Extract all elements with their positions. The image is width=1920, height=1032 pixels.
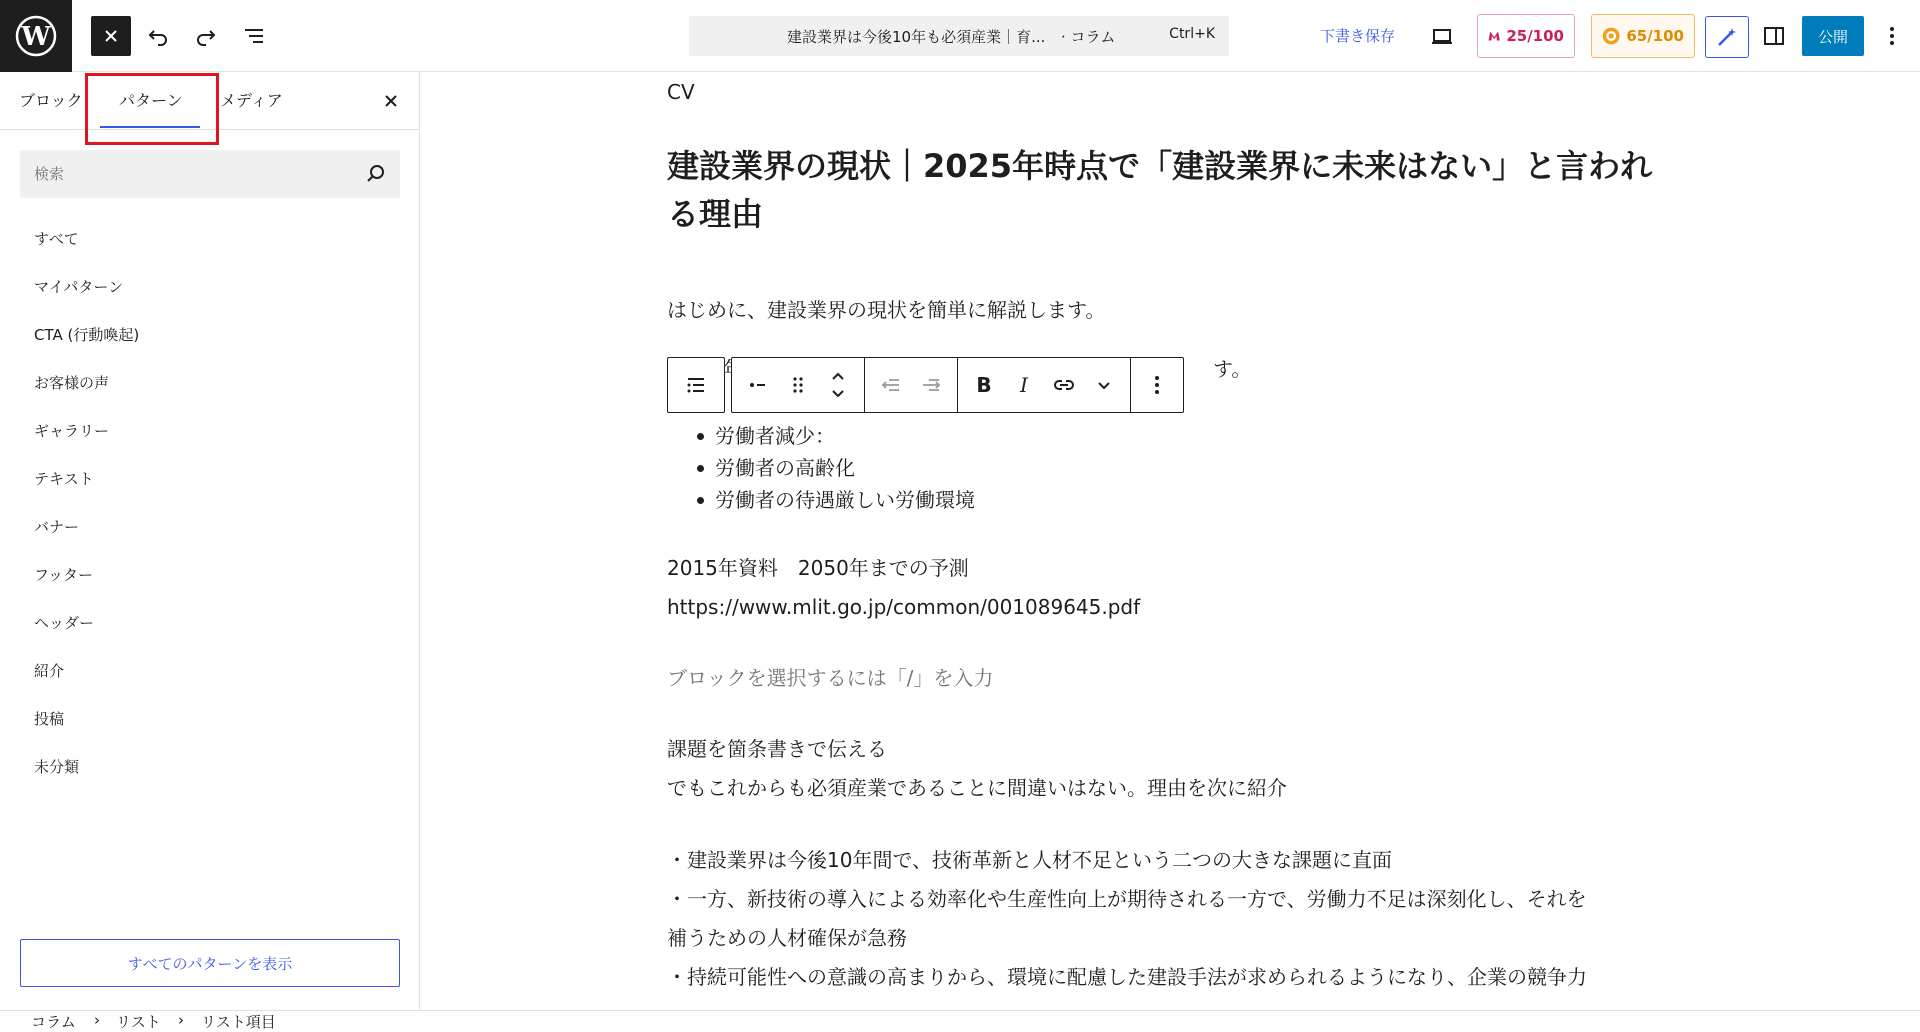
command-shortcut: Ctrl+K <box>1169 26 1215 42</box>
document-title: 建設業界は今後10年も必須産業｜育... <box>787 28 1046 46</box>
issue-lead-paragraph[interactable]: でもこれからも必須産業であることに間違いはない。理由を次に紹介 <box>667 776 1287 800</box>
select-parent-list-icon[interactable] <box>667 357 725 413</box>
breadcrumb-separator: › <box>94 1011 100 1029</box>
breadcrumb-column[interactable]: コラム <box>31 1013 76 1031</box>
category-footer[interactable]: フッター <box>34 565 93 584</box>
drag-handle-icon[interactable] <box>778 363 818 407</box>
bold-icon[interactable]: B <box>976 373 992 397</box>
publish-button[interactable]: 公開 <box>1802 16 1864 56</box>
category-gallery[interactable]: ギャラリー <box>34 421 110 440</box>
seo-score-value: 25/100 <box>1506 27 1564 45</box>
tab-blocks[interactable]: ブロック <box>19 91 83 110</box>
block-toolbar-main <box>731 357 1184 413</box>
intro-paragraph[interactable]: はじめに、建設業界の現状を簡単に解説します。 <box>667 298 1106 322</box>
source-label[interactable]: 2015年資料 2050年までの予測 <box>667 556 969 580</box>
category-banner[interactable]: バナー <box>34 517 80 536</box>
category-my-patterns[interactable]: マイパターン <box>34 277 124 296</box>
indent-group <box>865 358 958 412</box>
breadcrumb-list[interactable]: リスト <box>116 1013 161 1031</box>
seo-plugin-icon <box>1488 26 1500 46</box>
outdent-icon[interactable] <box>871 363 911 407</box>
seo-score-badge[interactable] <box>1477 14 1575 58</box>
italic-icon[interactable]: I <box>1020 373 1028 397</box>
issue-title-paragraph[interactable]: 課題を箇条書きで伝える <box>667 737 887 761</box>
section-heading[interactable]: 建設業界の現状｜2025年時点で「建設業界に未来はない」と言われる理由 <box>667 147 1653 233</box>
indent-icon[interactable] <box>911 363 951 407</box>
gear-score-icon <box>1602 24 1620 48</box>
category-intro[interactable]: 紹介 <box>34 661 65 680</box>
bullet-line-1[interactable]: ・建設業界は今後10年間で、技術革新と人材不足という二つの大きな課題に直面 <box>667 848 1393 872</box>
list-item[interactable]: 労働者減少： <box>697 420 975 452</box>
bullet-list[interactable] <box>697 420 975 516</box>
more-group <box>1131 358 1183 412</box>
partial-line-end[interactable]: す。 <box>1213 357 1252 381</box>
inserter-tabs <box>0 72 420 130</box>
breadcrumb-list-item[interactable]: リスト項目 <box>201 1013 276 1031</box>
show-all-patterns-button[interactable]: すべてのパターンを表示 <box>20 939 400 987</box>
redo-icon[interactable] <box>186 16 226 56</box>
category-testimonials[interactable]: お客様の声 <box>34 373 110 392</box>
undo-icon[interactable] <box>138 16 178 56</box>
breadcrumb-separator: › <box>178 1011 184 1029</box>
block-options-icon[interactable] <box>1137 363 1177 407</box>
list-item[interactable]: 労働者の待遇厳しい労働環境 <box>697 484 975 516</box>
ai-assistant-button[interactable] <box>1705 16 1749 58</box>
pattern-search-input[interactable] <box>20 150 400 198</box>
category-text[interactable]: テキスト <box>34 469 94 488</box>
category-all[interactable]: すべて <box>34 229 79 248</box>
svg-text:W: W <box>21 22 51 52</box>
category-posts[interactable]: 投稿 <box>34 709 65 728</box>
save-draft-button[interactable]: 下書き保存 <box>1320 27 1396 45</box>
readability-score-badge[interactable] <box>1591 14 1695 58</box>
pattern-category-list <box>0 214 420 790</box>
block-tools-group <box>732 358 865 412</box>
block-placeholder[interactable]: ブロックを選択するには「/」を入力 <box>667 666 994 690</box>
tab-media[interactable]: メディア <box>220 91 283 110</box>
move-up-down-icon[interactable] <box>818 363 858 407</box>
block-breadcrumb <box>0 1010 1920 1030</box>
source-url[interactable]: https://www.mlit.go.jp/common/001089645.pdf <box>667 595 1141 619</box>
document-type: · コラム <box>1061 28 1116 46</box>
settings-sidebar-icon[interactable] <box>1754 16 1794 56</box>
editor-canvas <box>421 72 1920 1010</box>
bullet-line-2-cont[interactable]: 補うための人材確保が急務 <box>667 926 907 950</box>
inserter-panel <box>0 72 420 1010</box>
chevron-down-icon[interactable] <box>1084 363 1124 407</box>
cv-paragraph[interactable]: CV <box>667 80 695 104</box>
search-icon <box>364 162 388 186</box>
document-overview-icon[interactable] <box>234 16 274 56</box>
link-icon[interactable] <box>1044 363 1084 407</box>
readability-score-value: 65/100 <box>1626 27 1684 45</box>
bullet-line-3[interactable]: ・持続可能性への意識の高まりから、環境に配慮した建設手法が求められるようになり、企業の競争力 <box>667 965 1587 989</box>
wordpress-logo-icon[interactable] <box>0 0 72 72</box>
editor-top-bar <box>0 0 1920 72</box>
close-inserter-button[interactable] <box>91 16 131 56</box>
tab-patterns[interactable]: パターン <box>119 91 183 110</box>
block-toolbar <box>667 357 1184 413</box>
category-cta[interactable]: CTA (行動喚起) <box>34 325 140 344</box>
category-header[interactable]: ヘッダー <box>34 613 95 632</box>
category-uncategorized[interactable]: 未分類 <box>34 757 80 776</box>
active-tab-indicator <box>100 126 200 128</box>
preview-device-icon[interactable] <box>1422 16 1462 56</box>
bullet-line-2[interactable]: ・一方、新技術の導入による効率化や生産性向上が期待される一方で、労働力不足は深刻化し、それを <box>667 887 1587 911</box>
close-panel-icon[interactable] <box>372 82 410 120</box>
list-item[interactable]: 労働者の高齢化 <box>697 452 975 484</box>
command-palette-bar[interactable] <box>689 16 1229 56</box>
list-item-icon[interactable] <box>738 363 778 407</box>
format-group <box>958 358 1131 412</box>
options-menu-icon[interactable] <box>1872 16 1912 56</box>
